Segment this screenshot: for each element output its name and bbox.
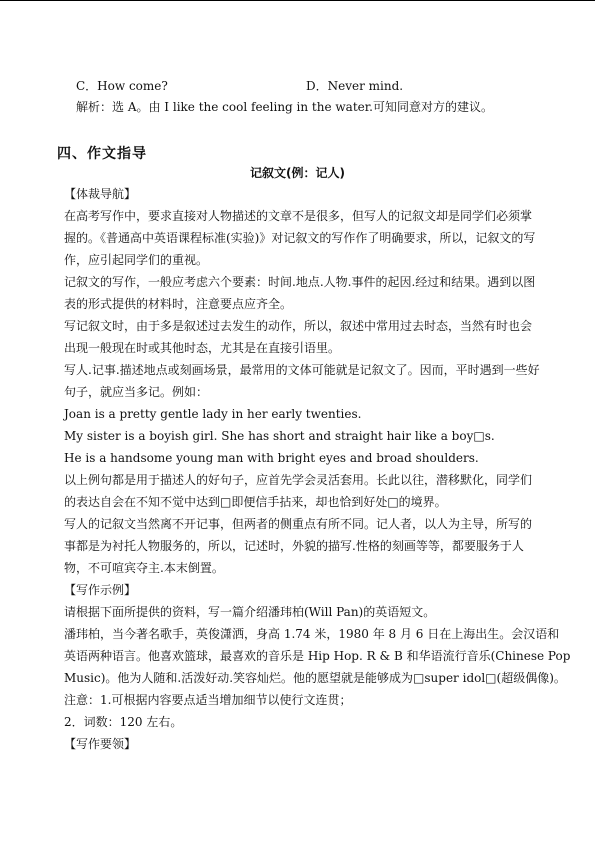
- task-material-line-3: Music)。他为人随和.活泼好动.笑容灿烂。他的愿望就是能够成为□super idol□(超级偶像)。: [64, 671, 566, 685]
- note-line-2: 2．词数：120 左右。: [64, 715, 183, 729]
- paragraph-1-line-3: 作，应引起同学们的重视。: [64, 253, 209, 267]
- paragraph-5-line-1: 以上例句都是用于描述人的好句子，应首先学会灵活套用。长此以往，潜移默化，同学们: [64, 473, 533, 487]
- paragraph-1-line-1: 在高考写作中，要求直接对人物描述的文章不是很多，但写人的记叙文却是同学们必须掌: [64, 209, 533, 223]
- note-line-1: 注意：1.可根据内容要点适当增加细节以使行文连贯；: [64, 693, 352, 707]
- paragraph-2-line-1: 记叙文的写作，一般应考虑六个要素：时间.地点.人物.事件的起因.经过和结果。遇到以图: [64, 275, 536, 289]
- section-heading: 四、作文指导: [57, 146, 147, 162]
- tag-writing-points: 【写作要领】: [64, 737, 137, 751]
- paragraph-6-line-3: 物，不可喧宾夺主.本末倒置。: [64, 561, 224, 575]
- example-sentence-3: He is a handsome young man with bright eyes and broad shoulders.: [64, 451, 479, 465]
- task-instruction: 请根据下面所提供的资料，写一篇介绍潘玮柏(Will Pan)的英语短文。: [64, 605, 436, 619]
- explanation-text: 解析：选 A。由 I like the cool feeling in the water.可知同意对方的建议。: [76, 100, 493, 114]
- paragraph-2-line-2: 表的形式提供的材料时，注意要点应齐全。: [64, 297, 293, 311]
- paragraph-3-line-2: 出现一般现在时或其他时态，尤其是在直接引语里。: [64, 341, 341, 355]
- paragraph-6-line-1: 写人的记叙文当然离不开记事，但两者的侧重点有所不同。记人者，以人为主导，所写的: [64, 517, 533, 531]
- tag-writing-example: 【写作示例】: [64, 583, 137, 597]
- option-d: D．Never mind.: [306, 79, 404, 93]
- tag-genre-guide: 【体裁导航】: [64, 187, 137, 201]
- task-material-line-1: 潘玮柏，当今著名歌手，英俊潇洒，身高 1.74 米，1980 年 8 月 6 日在上海出生。会汉语和: [64, 627, 560, 641]
- example-sentence-2: My sister is a boyish girl. She has short and straight hair like a boy□s.: [64, 429, 495, 443]
- subheading: 记叙文(例：记人): [250, 166, 345, 180]
- paragraph-5-line-2: 的表达自会在不知不觉中达到□即便信手拈来，却也恰到好处□的境界。: [64, 495, 447, 509]
- top-border-line: [0, 0, 595, 1]
- answer-options-row: [76, 78, 404, 94]
- example-sentence-1: Joan is a pretty gentle lady in her early twenties.: [64, 407, 362, 421]
- paragraph-6-line-2: 事都是为衬托人物服务的，所以，记述时，外貌的描写.性格的刻画等等，都要服务于人: [64, 539, 524, 553]
- paragraph-4-line-1: 写人.记事.描述地点或刻画场景，最常用的文体可能就是记叙文了。因而，平时遇到一些好: [64, 363, 540, 377]
- paragraph-1-line-2: 握的。《普通高中英语课程标准(实验)》对记叙文的写作作了明确要求，所以，记叙文的写: [64, 231, 536, 245]
- paragraph-3-line-1: 写记叙文时，由于多是叙述过去发生的动作，所以，叙述中常用过去时态，当然有时也会: [64, 319, 533, 333]
- task-material-line-2: 英语两种语言。他喜欢篮球，最喜欢的音乐是 Hip Hop. R & B 和华语流行音乐(Chinese Pop: [64, 649, 571, 663]
- option-c: C．How come?: [76, 79, 168, 93]
- paragraph-4-line-2: 句子，就应当多记。例如：: [64, 385, 209, 399]
